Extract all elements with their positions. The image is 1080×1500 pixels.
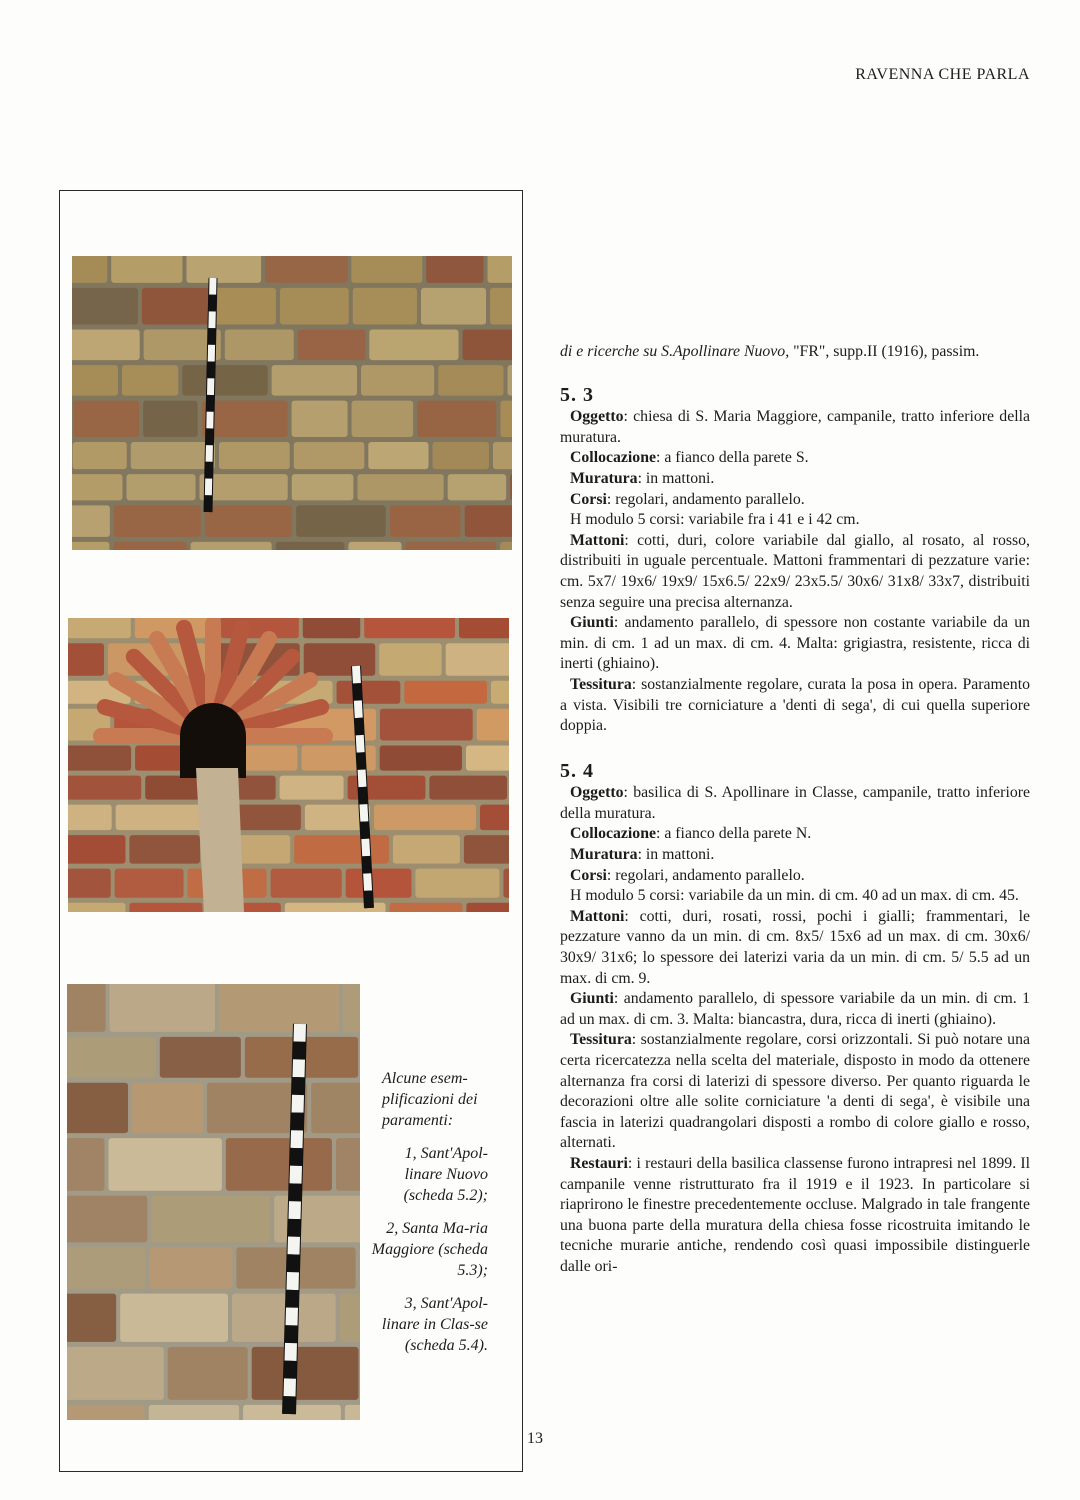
field-label: Giunti xyxy=(570,614,614,632)
field-paragraph xyxy=(560,845,1030,866)
field-text: : in mattoni. xyxy=(637,846,715,864)
field-paragraph xyxy=(560,866,1030,887)
field-text: : basilica di S. Apollinare in Classe, campanile, tratto inferiore della muratura. xyxy=(560,784,1030,822)
caption-item: 3, Sant'Apol-linare in Clas-se (scheda 5.4). xyxy=(381,1295,488,1354)
field-label: Mattoni xyxy=(570,907,625,925)
field-text: : andamento parallelo, di spessore non costante variabile da un min. di cm. 1 ad un max. di cm. 4. Malta: grigiastra, resistente, ricca di inerti (ghiaino). xyxy=(560,614,1030,673)
field-paragraph xyxy=(560,1154,1030,1278)
field-label: Mattoni xyxy=(570,531,625,549)
field-paragraph xyxy=(560,613,1030,675)
field-paragraph xyxy=(560,1030,1030,1154)
field-label: Collocazione xyxy=(570,825,656,843)
field-text: : a fianco della parete N. xyxy=(656,825,812,843)
field-paragraph xyxy=(560,448,1030,469)
field-text: : sostanzialmente regolare, curata la posa in opera. Paramento a vista. Visibili tre corniciature a 'denti di sega', di cui quella superiore doppia. xyxy=(560,675,1030,735)
field-label: Muratura xyxy=(570,846,638,864)
field-label: Tessitura xyxy=(570,1031,632,1049)
field-label: Corsi xyxy=(570,490,607,508)
field-label: Collocazione xyxy=(570,449,656,467)
field-text: : a fianco della parete S. xyxy=(656,449,809,467)
field-label: Giunti xyxy=(570,990,614,1008)
field-label: Corsi xyxy=(570,866,607,884)
field-paragraph xyxy=(560,989,1030,1030)
reference-title: di e ricerche su S.Apollinare Nuovo, xyxy=(560,343,790,360)
reference-details: "FR", supp.II (1916), passim. xyxy=(789,343,980,360)
section-heading-5-3: 5. 3 xyxy=(560,383,594,406)
field-label: Oggetto xyxy=(570,408,624,426)
field-text: H modulo 5 corsi: variabile da un min. di cm. 40 ad un max. di cm. 45. xyxy=(570,887,1019,905)
field-text: : chiesa di S. Maria Maggiore, campanile, tratto inferiore della muratura. xyxy=(560,408,1030,446)
field-paragraph xyxy=(560,675,1030,737)
figure-caption xyxy=(368,1068,488,1368)
field-paragraph xyxy=(560,407,1030,448)
field-label: Muratura xyxy=(570,469,638,487)
caption-item: 2, Santa Ma-ria Maggiore (scheda 5.3); xyxy=(371,1220,488,1279)
text-column xyxy=(560,342,1030,1278)
field-paragraph xyxy=(560,469,1030,490)
photo-santa-maria-maggiore xyxy=(68,618,509,912)
field-paragraph xyxy=(560,531,1030,613)
field-text: : regolari, andamento parallelo. xyxy=(606,866,805,884)
field-text: : sostanzialmente regolare, corsi orizzontali. Si può notare una certa ricercatezza nella scelta del materiale, disposto in modo da ottenere alternanza fra corsi di laterizi di spessore diverso. Per quanto riguarda le decorazioni oltre alle solite corniciature 'a denti di sega', è visibile una fascia in laterizi quadrangolari disposti a rombo di colore giallo e rosso, alternati. xyxy=(560,1031,1030,1152)
field-paragraph xyxy=(560,824,1030,845)
field-text: : andamento parallelo, di spessore variabile da un min. di cm. 1 ad un max. di cm. 3. Malta: biancastra, dura, ricca di inerti (ghiaino). xyxy=(560,990,1030,1028)
field-text: : i restauri della basilica classense furono intrapresi nel 1899. Il campanile venne ristrutturato fra il 1919 e il 1923. In particolare si riaprirono le finestre precedentemente occluse. Malgrado in tale frangente una buona parte della muratura della chiesa fosse ricostruita imitando le tecniche murarie antiche, rendendo così quasi impossibile distinguerle dalle ori- xyxy=(560,1154,1030,1275)
field-text: : cotti, duri, colore variabile dal giallo, al rosato, al rosso, distribuiti in uguale percentuale. Mattoni frammentari di pezzature varie: cm. 5x7/ 19x6/ 19x9/ 15x6.5/ 22x9/ 23x5.5/ 30x6/ 31x8/ 33x7, distribuiti senza seguire una precisa alternanza. xyxy=(560,531,1030,611)
photo-sant-apollinare-nuovo xyxy=(72,256,512,550)
bibliography-continuation xyxy=(560,342,1030,363)
field-paragraph xyxy=(560,490,1030,511)
field-text: : in mattoni. xyxy=(637,469,715,487)
field-label: Tessitura xyxy=(570,675,632,693)
field-paragraph xyxy=(560,886,1030,907)
field-text: : regolari, andamento parallelo. xyxy=(606,490,805,508)
field-text: : cotti, duri, rosati, rossi, pochi i gialli; frammentari, le pezzature vanno da un min. di cm. 8x5/ 15x6 ad un max. di cm. 30x6/ 30x9/ 31x6; lo spessore dei laterizi varia da un min. di cm. 5/ 5.5 ad un max. di cm. 9. xyxy=(560,907,1030,987)
running-head: RAVENNA CHE PARLA xyxy=(855,66,1030,83)
field-paragraph xyxy=(560,783,1030,824)
photo-sant-apollinare-in-classe xyxy=(67,984,360,1420)
caption-item: 1, Sant'Apol-linare Nuovo (scheda 5.2); xyxy=(403,1145,488,1204)
section-heading-5-4: 5. 4 xyxy=(560,759,594,782)
field-label: Restauri xyxy=(570,1154,628,1172)
section-5-3-fields xyxy=(560,407,1030,737)
section-5-4-fields xyxy=(560,783,1030,1277)
field-label: Oggetto xyxy=(570,784,624,802)
caption-intro: Alcune esem-plificazioni dei paramenti: xyxy=(382,1070,478,1129)
page-number: 13 xyxy=(527,1430,543,1447)
field-paragraph xyxy=(560,510,1030,531)
field-paragraph xyxy=(560,907,1030,989)
field-text: H modulo 5 corsi: variabile fra i 41 e i 42 cm. xyxy=(570,511,860,529)
